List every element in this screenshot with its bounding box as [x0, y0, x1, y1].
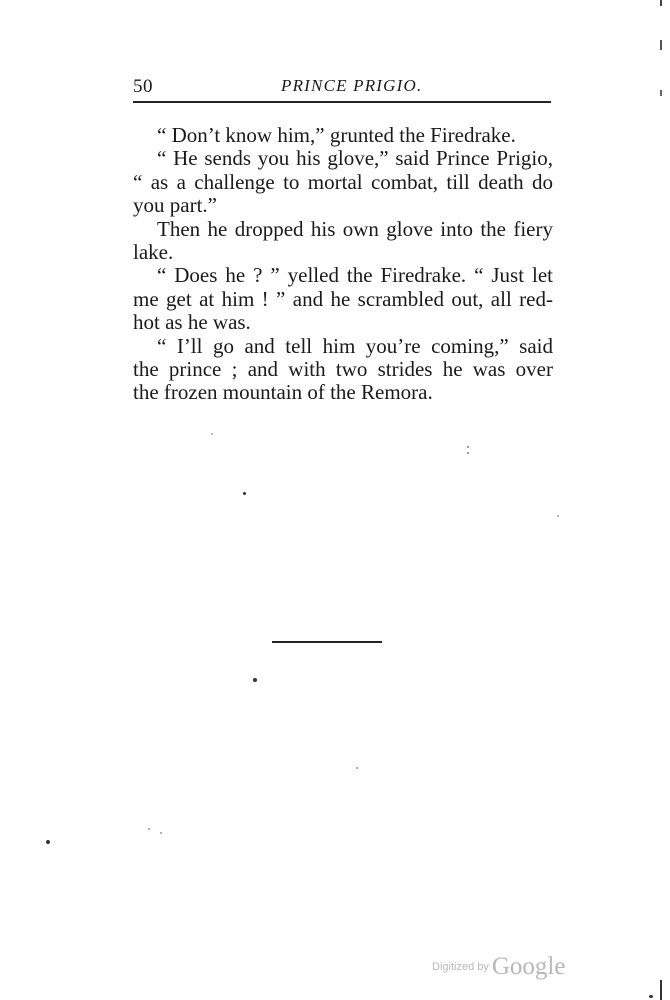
body-text — [133, 124, 553, 405]
digitized-watermark — [432, 953, 565, 983]
scan-speck — [557, 515, 559, 517]
scan-speck — [243, 492, 246, 495]
text-line: the frozen mountain of the Remora. — [133, 380, 433, 405]
scan-speck — [649, 995, 653, 998]
running-title: PRINCE PRIGIO. — [281, 76, 423, 95]
text-line: Then he dropped his own glove into the fiery — [157, 216, 553, 241]
watermark-brand: Google — [491, 953, 566, 980]
text-line: lake. — [133, 239, 174, 264]
text-line: “ He sends you his glove,” said Prince Prigio, — [157, 146, 553, 171]
scan-speck — [46, 840, 50, 844]
text-line: you part.” — [133, 193, 217, 218]
page-number: 50 — [133, 76, 153, 97]
scan-speck — [148, 828, 150, 830]
text-line: the prince ; and with two strides he was over — [133, 356, 553, 381]
header-rule — [133, 101, 551, 103]
page-edge — [660, 0, 662, 1000]
scan-speck — [253, 678, 257, 682]
section-end-rule — [272, 641, 382, 643]
text-line: “ as a challenge to mortal combat, till death do — [133, 169, 553, 194]
text-line: “ Does he ? ” yelled the Firedrake. “ Just let — [157, 263, 553, 288]
page-header — [133, 74, 551, 98]
scan-speck — [467, 452, 469, 454]
scan-speck — [211, 433, 213, 435]
scan-speck — [356, 767, 358, 769]
text-line: “ I’ll go and tell him you’re coming,” said — [157, 333, 553, 358]
scan-speck — [467, 446, 469, 448]
scan-speck — [160, 832, 162, 834]
text-line: hot as he was. — [133, 310, 251, 335]
text-line: me get at him ! ” and he scrambled out, all red- — [133, 286, 553, 311]
watermark-prefix: Digitized by — [432, 961, 489, 973]
text-line: “ Don’t know him,” grunted the Firedrake. — [157, 123, 516, 147]
